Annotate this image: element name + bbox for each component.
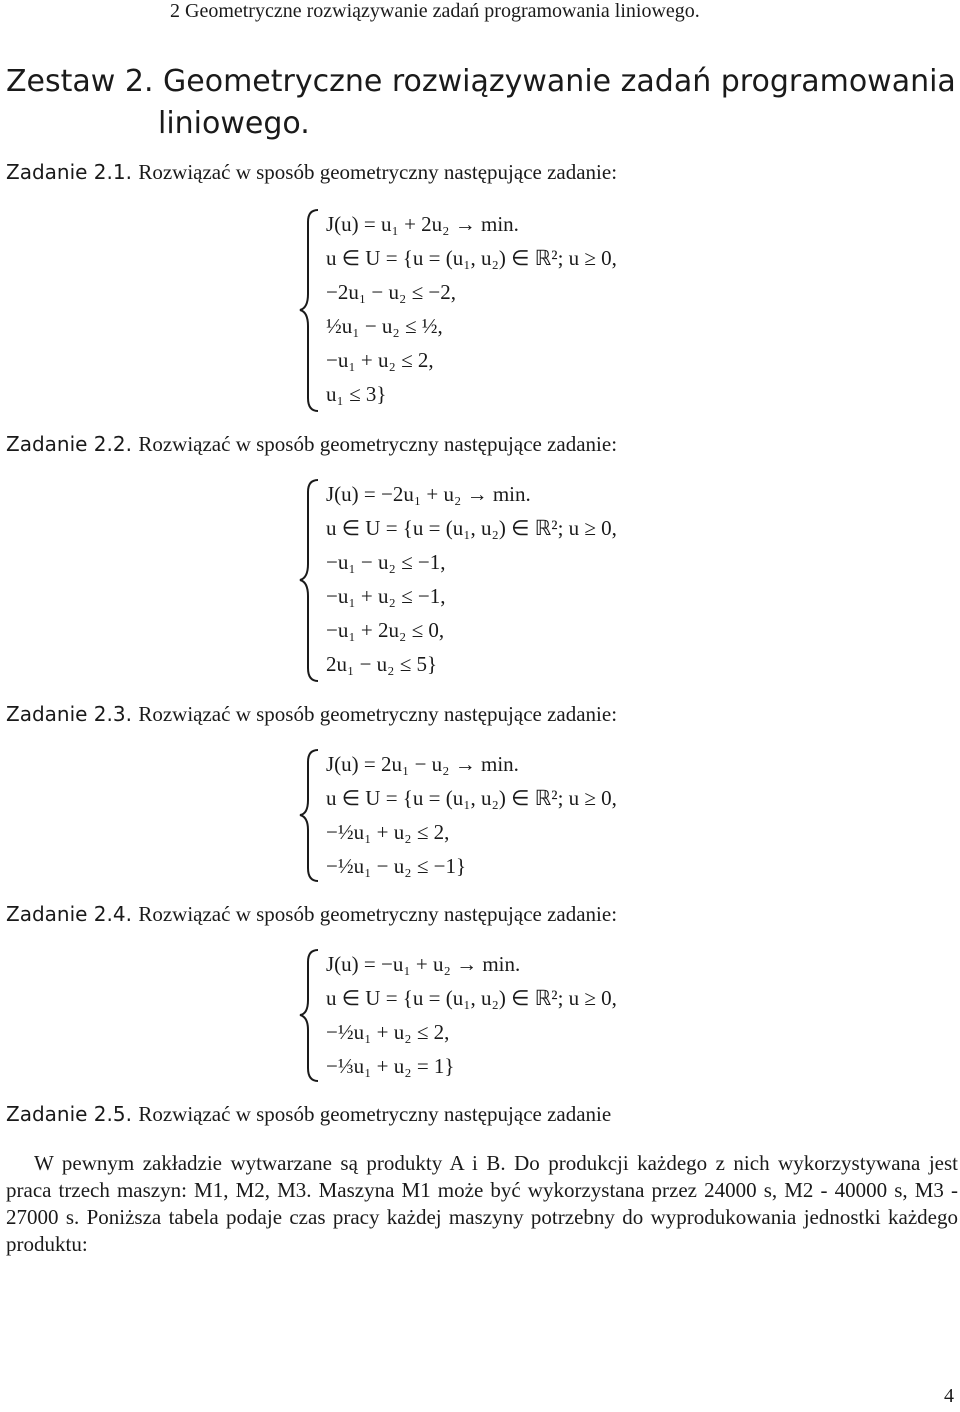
objective-line: J(u) = 2u₁ − u₂ → min. (326, 752, 519, 776)
constraint-line: −u₁ + u₂ ≤ −1, (326, 584, 446, 608)
constraint-system (298, 208, 698, 413)
constraint-line: −½u₁ − u₂ ≤ −1} (326, 854, 467, 878)
problem-description: Rozwiązać w sposób geometryczny następujące zadanie: (138, 702, 618, 726)
constraint-line: −½u₁ + u₂ ≤ 2, (326, 1020, 450, 1044)
problem-heading (6, 1102, 611, 1127)
section-title-line-1: Zestaw 2. Geometryczne rozwiązywanie zadań programowania (6, 64, 956, 99)
constraint-system (298, 748, 698, 883)
problem-label: Zadanie 2.2. (6, 432, 132, 456)
constraint-line: u ∈ U = {u = (u₁, u₂) ∈ ℝ²; u ≥ 0, (326, 246, 617, 270)
constraint-line: −u₁ + u₂ ≤ 2, (326, 348, 434, 372)
constraint-line: −u₁ + 2u₂ ≤ 0, (326, 618, 445, 642)
problem-label: Zadanie 2.4. (6, 902, 132, 926)
constraint-line: −½u₁ + u₂ ≤ 2, (326, 820, 450, 844)
objective-line: J(u) = −2u₁ + u₂ → min. (326, 482, 531, 506)
problem-description: Rozwiązać w sposób geometryczny następujące zadanie: (138, 432, 618, 456)
constraint-line: 2u₁ − u₂ ≤ 5} (326, 652, 438, 676)
left-brace-icon (298, 948, 322, 1083)
problem-paragraph: W pewnym zakładzie wytwarzane są produkty A i B. Do produkcji każdego z nich wykorzystywana jest praca trzech maszyn: M1, M2, M3. Maszyna M1 może być wykorzystana przez 24000 s, M2 - 40000 s, M3 - 27000 s. Poniższa tabela podaje czas pracy każdej maszyny potrzebny do wyprodukowania jednostki każdego produktu: (6, 1151, 958, 1256)
running-header: 2 Geometryczne rozwiązywanie zadań programowania liniowego. (170, 0, 700, 22)
problem-label: Zadanie 2.5. (6, 1102, 132, 1126)
constraint-line: u₁ ≤ 3} (326, 382, 387, 406)
constraint-line: −2u₁ − u₂ ≤ −2, (326, 280, 456, 304)
constraint-line: −⅓u₁ + u₂ = 1} (326, 1054, 455, 1078)
problem-description: Rozwiązać w sposób geometryczny następujące zadanie (138, 1102, 612, 1126)
section-title-line-2: liniowego. (158, 106, 310, 141)
constraint-system (298, 478, 698, 683)
page-number: 4 (944, 1385, 954, 1407)
objective-line: J(u) = u₁ + 2u₂ → min. (326, 212, 519, 236)
constraint-line: −u₁ − u₂ ≤ −1, (326, 550, 446, 574)
constraint-line: ½u₁ − u₂ ≤ ½, (326, 314, 443, 338)
problem-description: Rozwiązać w sposób geometryczny następujące zadanie: (138, 160, 618, 184)
problem-label: Zadanie 2.3. (6, 702, 132, 726)
left-brace-icon (298, 748, 322, 883)
problem-heading (6, 432, 617, 457)
problem-heading (6, 160, 617, 185)
constraint-line: u ∈ U = {u = (u₁, u₂) ∈ ℝ²; u ≥ 0, (326, 986, 617, 1010)
constraint-line: u ∈ U = {u = (u₁, u₂) ∈ ℝ²; u ≥ 0, (326, 516, 617, 540)
objective-line: J(u) = −u₁ + u₂ → min. (326, 952, 521, 976)
constraint-system (298, 948, 698, 1083)
problem-heading (6, 702, 617, 727)
left-brace-icon (298, 478, 322, 683)
problem-description: Rozwiązać w sposób geometryczny następujące zadanie: (138, 902, 618, 926)
constraint-line: u ∈ U = {u = (u₁, u₂) ∈ ℝ²; u ≥ 0, (326, 786, 617, 810)
problem-label: Zadanie 2.1. (6, 160, 132, 184)
problem-heading (6, 902, 617, 927)
left-brace-icon (298, 208, 322, 413)
